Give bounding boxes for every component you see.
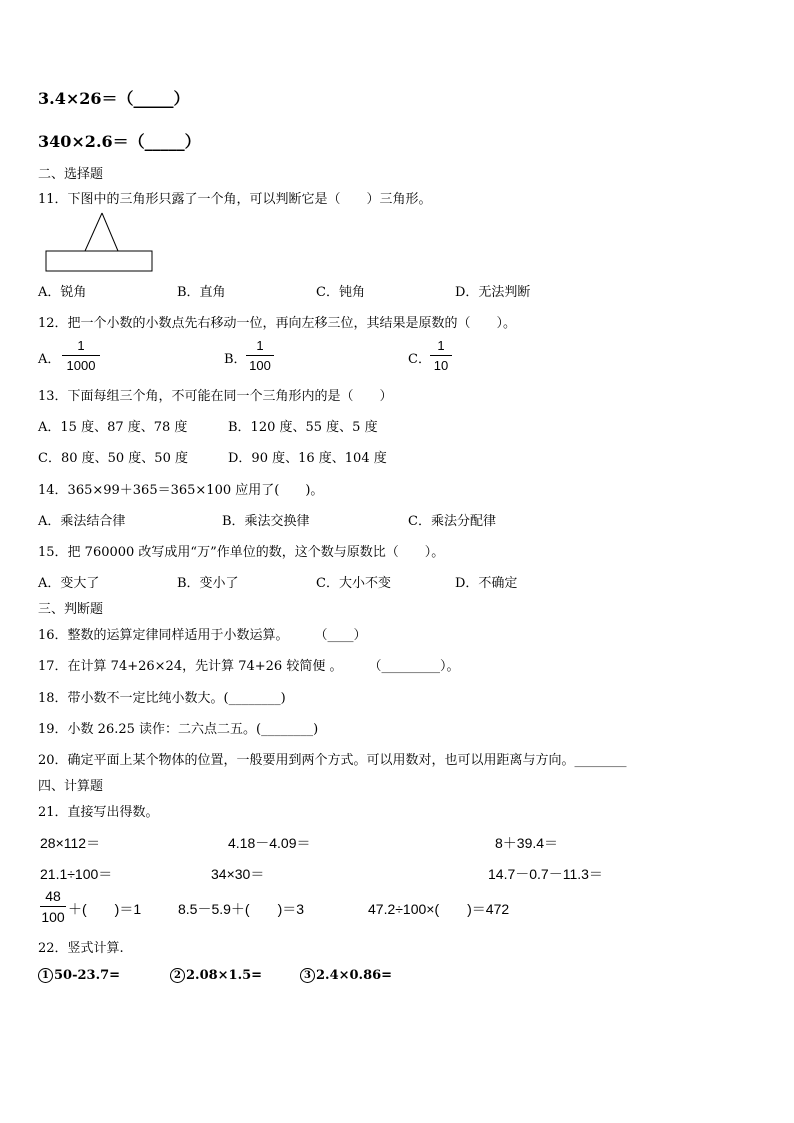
fraction-numerator: 1 <box>437 338 445 353</box>
section-title-judgment: 三、判断题 <box>38 602 104 617</box>
q12-option-a-fraction <box>62 338 100 373</box>
q11-option-b: B．直角 <box>177 285 226 300</box>
question-17: 17．在计算 74+26×24，先计算 74+26 较简便 。 （_________）。 <box>38 659 460 674</box>
fraction-numerator: 1 <box>256 338 264 353</box>
q22-item-2 <box>170 968 262 983</box>
triangle-right-side <box>102 213 118 251</box>
question-12: 12．把一个小数的小数点先右移动一位，再向左移三位，其结果是原数的（ ）。 <box>38 316 517 331</box>
question-13: 13．下面每组三个角，不可能在同一个三角形内的是（ ） <box>38 389 393 404</box>
q12-option-a-label: A． <box>38 352 61 367</box>
section-title-choice: 二、选择题 <box>38 167 104 182</box>
section-title-calculation: 四、计算题 <box>38 779 104 794</box>
circled-number-1: 1 <box>38 968 53 983</box>
q14-option-b: B．乘法交换律 <box>222 514 310 529</box>
q21-item-6: 14.7－0.7－11.3＝ <box>488 866 603 882</box>
fraction-bar <box>40 906 66 907</box>
q12-option-c-fraction <box>430 338 452 373</box>
fraction-denominator: 1000 <box>66 358 96 373</box>
q12-option-c-label: C． <box>408 352 431 367</box>
q21-item-2: 4.18－4.09＝ <box>228 835 311 851</box>
q11-option-d: D．无法判断 <box>455 285 531 300</box>
circled-number-2: 2 <box>170 968 185 983</box>
q22-item-3 <box>300 968 392 983</box>
q22-item-2-expr: 2.08×1.5= <box>186 968 263 983</box>
q22-item-1 <box>38 968 120 983</box>
question-21: 21．直接写出得数。 <box>38 805 159 820</box>
circled-number-3: 3 <box>300 968 315 983</box>
question-340x2-6: 340×2.6＝（_____） <box>38 132 201 151</box>
fraction-denominator: 10 <box>433 358 449 373</box>
q15-option-d: D．不确定 <box>455 576 518 591</box>
fraction-bar <box>430 355 452 356</box>
q13-option-b: B．120 度、55 度、5 度 <box>228 420 378 435</box>
question-15: 15．把 760000 改写成用“万”作单位的数，这个数与原数比（ ）。 <box>38 545 445 560</box>
fraction-numerator: 48 <box>45 888 61 904</box>
hidden-triangle-figure <box>44 210 156 274</box>
question-22: 22．竖式计算. <box>38 941 124 956</box>
q15-option-c: C．大小不变 <box>316 576 391 591</box>
fraction-numerator: 1 <box>77 338 85 353</box>
q12-option-b-fraction <box>246 338 274 373</box>
q11-option-a: A．锐角 <box>38 285 87 300</box>
q22-item-3-expr: 2.4×0.86= <box>316 968 393 983</box>
fraction-denominator: 100 <box>249 358 271 373</box>
q21-item-3: 8＋39.4＝ <box>495 835 559 851</box>
q15-option-b: B．变小了 <box>177 576 239 591</box>
covering-rectangle <box>46 251 152 271</box>
q14-option-c: C．乘法分配律 <box>408 514 496 529</box>
q14-option-a: A．乘法结合律 <box>38 514 126 529</box>
q21-item-7-fraction <box>40 888 66 925</box>
q21-item-7-tail: ＋( )＝1 <box>68 901 142 917</box>
q12-option-b-label: B． <box>224 352 247 367</box>
fraction-bar <box>246 355 274 356</box>
question-16: 16．整数的运算定律同样适用于小数运算。 （____） <box>38 628 367 643</box>
q13-option-a: A．15 度、87 度、78 度 <box>38 420 188 435</box>
question-3-4x26: 3.4×26＝（_____） <box>38 89 190 108</box>
q21-item-8: 8.5－5.9＋( )＝3 <box>178 901 305 917</box>
triangle-left-side <box>85 213 102 251</box>
q22-item-1-expr: 50-23.7= <box>54 968 121 983</box>
question-19: 19．小数 26.25 读作：二六点二五。(________) <box>38 722 319 737</box>
q15-option-a: A．变大了 <box>38 576 100 591</box>
question-14: 14．365×99＋365＝365×100 应用了( )。 <box>38 483 324 498</box>
fraction-bar <box>62 355 100 356</box>
fraction-denominator: 100 <box>41 909 65 925</box>
q11-option-c: C．钝角 <box>316 285 365 300</box>
q21-item-4: 21.1÷100＝ <box>40 866 113 882</box>
question-11: 11．下图中的三角形只露了一个角，可以判断它是（ ）三角形。 <box>38 192 432 207</box>
question-20: 20．确定平面上某个物体的位置，一般要用到两个方式。可以用数对，也可以用距离与方向。________ <box>38 753 627 768</box>
q13-option-c: C．80 度、50 度、50 度 <box>38 451 188 466</box>
q21-item-9: 47.2÷100×( )＝472 <box>368 901 510 917</box>
question-18: 18．带小数不一定比纯小数大。(________) <box>38 691 286 706</box>
q13-option-d: D．90 度、16 度、104 度 <box>228 451 387 466</box>
q21-item-5: 34×30＝ <box>211 866 265 882</box>
q21-item-1: 28×112＝ <box>40 835 101 851</box>
